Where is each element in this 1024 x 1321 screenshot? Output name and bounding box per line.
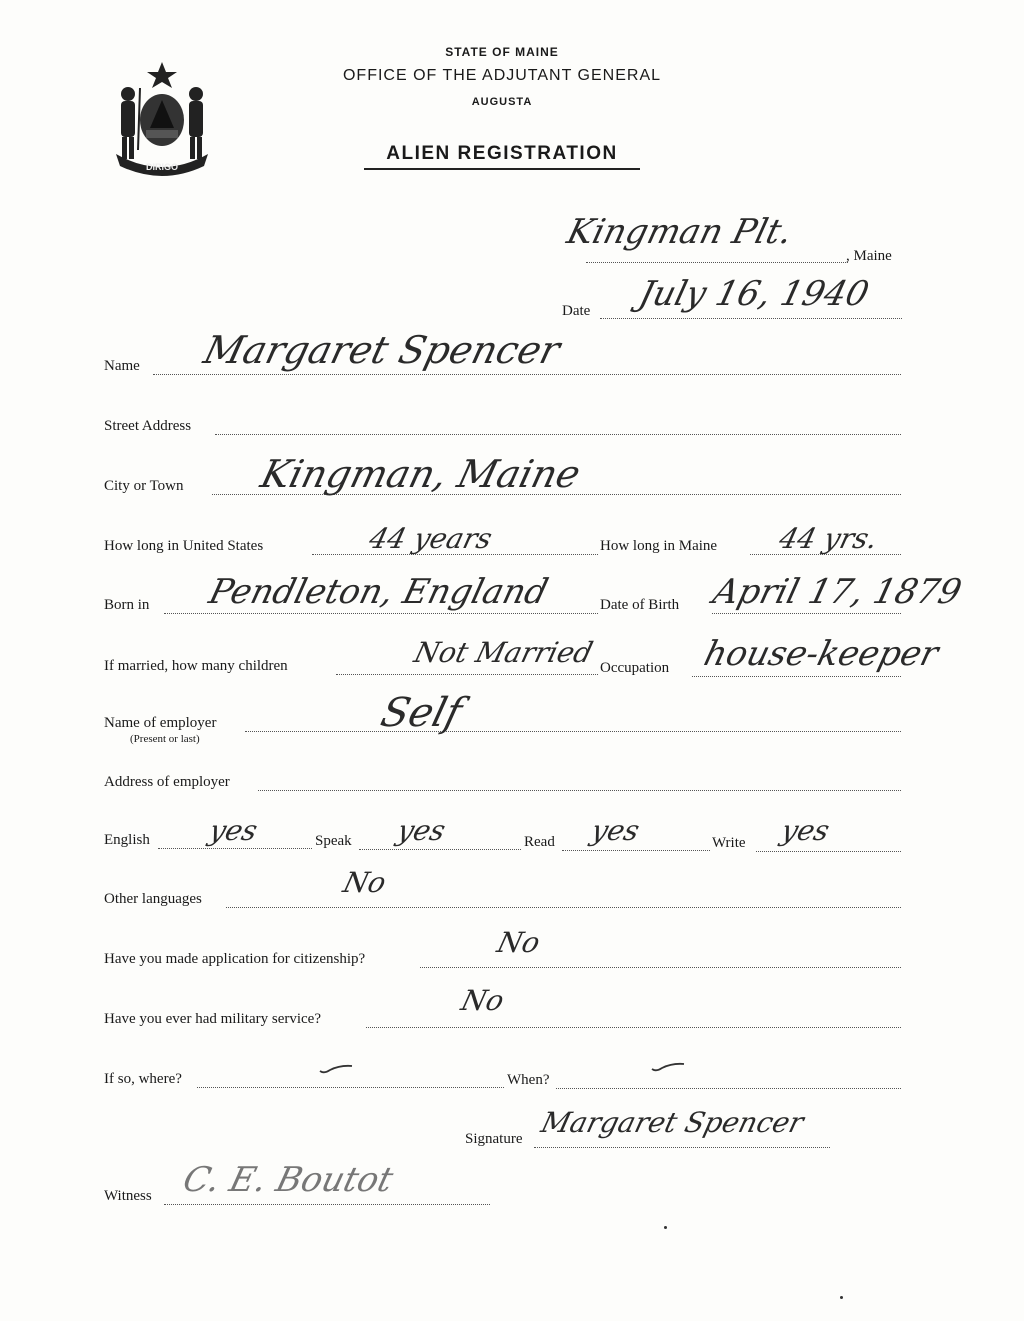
date-of-birth-entry: April 17, 1879 [709, 572, 966, 612]
date-line [600, 318, 902, 319]
military-entry: No [457, 984, 508, 1017]
speak-line [359, 849, 521, 850]
english-label: English [104, 832, 150, 848]
witness-entry: C. E. Boutot [179, 1160, 398, 1200]
how-long-maine-label: How long in Maine [600, 538, 718, 554]
born-in-label: Born in [104, 597, 150, 613]
city-entry: Kingman, Maine [256, 452, 585, 496]
scan-speck [840, 1296, 843, 1299]
other-languages-line [226, 907, 901, 908]
occupation-entry: house-keeper [700, 634, 943, 674]
employer-address-label: Address of employer [104, 774, 230, 790]
citizenship-entry: No [493, 926, 544, 959]
signature-line [534, 1147, 830, 1148]
if-married-label: If married, how many children [104, 658, 288, 674]
employer-name-label: Name of employer [104, 715, 217, 731]
employer-name-entry: Self [376, 690, 467, 736]
other-languages-entry: No [339, 866, 390, 899]
born-in-line [164, 613, 598, 614]
employer-address-line [258, 790, 901, 791]
witness-line [164, 1204, 490, 1205]
employer-name-line [245, 731, 901, 732]
svg-text:DIRIGO: DIRIGO [145, 162, 179, 172]
occupation-label: Occupation [600, 660, 670, 676]
how-long-us-label: How long in United States [104, 538, 264, 554]
maine-label: , Maine [846, 248, 892, 264]
place-entry: Kingman Plt. [563, 212, 797, 252]
name-line [153, 374, 901, 375]
date-label: Date [562, 303, 591, 319]
where-line [197, 1087, 504, 1088]
other-languages-label: Other languages [104, 891, 202, 907]
signature-entry: Margaret Spencer [537, 1106, 807, 1139]
when-check-mark [650, 1062, 686, 1072]
signature-label: Signature [465, 1131, 523, 1147]
read-line [562, 850, 710, 851]
write-entry: yes [777, 814, 833, 847]
children-line [336, 674, 598, 675]
speak-label: Speak [315, 833, 352, 849]
children-entry: Not Married [410, 636, 597, 669]
city-label: City or Town [104, 478, 184, 494]
header-office: OFFICE OF THE ADJUTANT GENERAL [342, 67, 662, 84]
citizenship-label: Have you made application for citizenship? [104, 951, 366, 967]
maine-state-seal-icon [108, 58, 216, 178]
english-entry: yes [205, 814, 261, 847]
employer-note: (Present or last) [130, 733, 200, 745]
date-of-birth-label: Date of Birth [600, 597, 680, 613]
occupation-line [692, 676, 901, 677]
place-line [586, 262, 848, 263]
date-of-birth-line [712, 613, 901, 614]
citizenship-line [420, 967, 901, 968]
how-long-maine-entry: 44 yrs. [775, 522, 882, 555]
where-check-mark [318, 1064, 354, 1074]
when-line [556, 1088, 901, 1089]
scan-speck [664, 1226, 667, 1229]
english-line [158, 848, 312, 849]
when-label: When? [507, 1072, 550, 1088]
read-label: Read [524, 834, 555, 850]
write-label: Write [712, 835, 746, 851]
name-entry: Margaret Spencer [199, 328, 565, 372]
write-line [756, 851, 901, 852]
header-state: STATE OF MAINE [445, 45, 559, 59]
military-line [366, 1027, 901, 1028]
military-label: Have you ever had military service? [104, 1011, 321, 1027]
speak-entry: yes [393, 814, 449, 847]
if-so-where-label: If so, where? [104, 1071, 182, 1087]
born-in-entry: Pendleton, England [205, 572, 553, 612]
witness-label: Witness [104, 1188, 152, 1204]
title-underline [364, 168, 640, 170]
how-long-us-entry: 44 years [365, 522, 496, 555]
read-entry: yes [587, 814, 643, 847]
date-entry: July 16, 1940 [635, 274, 873, 314]
header-city: AUGUSTA [471, 96, 533, 108]
name-label: Name [104, 358, 140, 374]
street-address-label: Street Address [104, 418, 192, 434]
street-address-line [215, 434, 901, 435]
form-title: ALIEN REGISTRATION [386, 143, 618, 164]
